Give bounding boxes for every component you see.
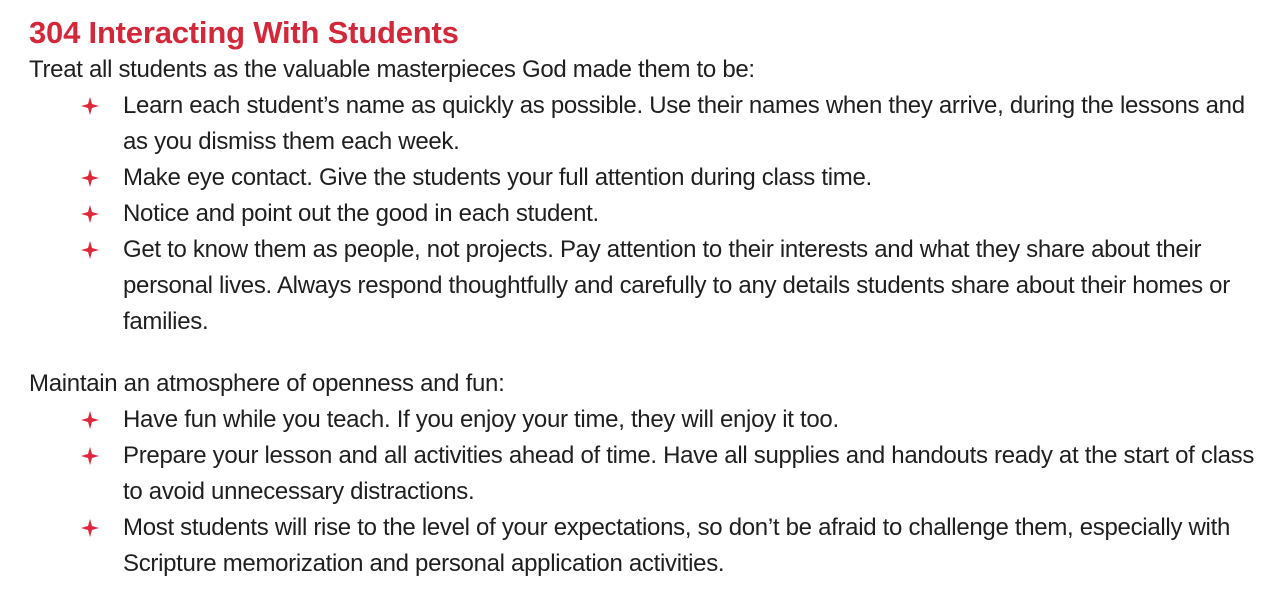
four-point-star-icon xyxy=(79,160,101,196)
list-item xyxy=(123,402,1268,438)
section-spacer xyxy=(29,340,1268,366)
list-item-text: Learn each student’s name as quickly as possible. Use their names when they arrive, during the lessons and as you dismiss them each week. xyxy=(123,92,1245,155)
list-item-text: Get to know them as people, not projects. Pay attention to their interests and what they share about their personal lives. Always respond thoughtfully and carefully to any details students share about their homes or families. xyxy=(123,236,1230,335)
section-heading: 304 Interacting With Students xyxy=(29,15,459,50)
four-point-star-icon xyxy=(79,438,101,474)
list-item xyxy=(123,88,1268,160)
list-item xyxy=(123,160,1268,196)
section-intro-treat-students: Treat all students as the valuable masterpieces God made them to be: xyxy=(29,56,755,83)
bullet-list-openness xyxy=(29,402,1268,582)
bullet-list-treat-students xyxy=(29,88,1268,340)
section-intro-openness: Maintain an atmosphere of openness and fun: xyxy=(29,370,505,397)
list-item-text: Make eye contact. Give the students your full attention during class time. xyxy=(123,164,872,191)
list-item xyxy=(123,232,1268,340)
four-point-star-icon xyxy=(79,402,101,438)
list-item xyxy=(123,438,1268,510)
four-point-star-icon xyxy=(79,88,101,124)
four-point-star-icon xyxy=(79,232,101,268)
list-item-text: Have fun while you teach. If you enjoy your time, they will enjoy it too. xyxy=(123,406,839,433)
four-point-star-icon xyxy=(79,510,101,546)
list-item-text: Notice and point out the good in each student. xyxy=(123,200,599,227)
four-point-star-icon xyxy=(79,196,101,232)
list-item xyxy=(123,196,1268,232)
list-item xyxy=(123,510,1268,582)
list-item-text: Most students will rise to the level of your expectations, so don’t be afraid to challenge them, especially with Scripture memorization and personal application activities. xyxy=(123,514,1230,577)
list-item-text: Prepare your lesson and all activities ahead of time. Have all supplies and handouts ready at the start of class to avoid unnecessary distractions. xyxy=(123,442,1255,505)
